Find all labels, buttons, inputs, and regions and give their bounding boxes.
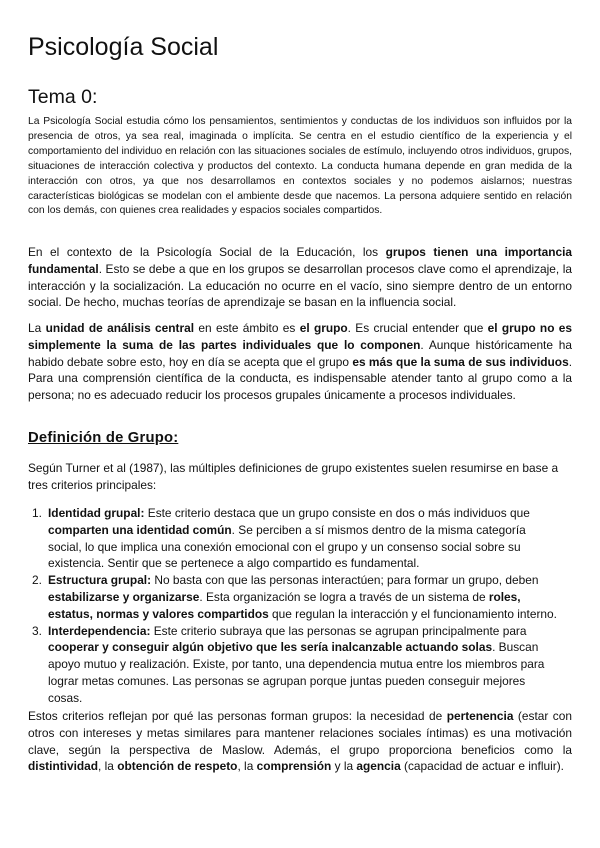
document-title: Psicología Social <box>28 33 219 61</box>
list-item: 1. Identidad grupal: Este criterio destaca que un grupo consiste en dos o más individuos que comparten una identidad común. Se perciben a sí mismos dentro de la misma categoría social, lo que implica una conexión emocional con el grupo y un consenso social sobre su existencia. Sentir que se pertenece a algo compartido es fundamental. <box>32 506 530 571</box>
paragraph-unit-of-analysis: La unidad de análisis central en este ámbito es el grupo. Es crucial entender que el grupo no es simplemente la suma de las partes individuales que lo componen. Aunque históricamente ha habido debate sobre esto, hoy en día se acepta que el grupo es más que la suma de sus individuos. Para una comprensión científica de la conducta, es indispensable atender tanto al grupo como a la persona; no es adecuado reducir los procesos grupales únicamente a procesos individuales. <box>28 321 573 403</box>
list-item: 3. Interdependencia: Este criterio subraya que las personas se agrupan principalmente para cooperar y conseguir algún objetivo que les sería inalcanzable actuando solas. Buscan apoyo mutuo y realización. Existe, por tanto, una dependencia mutua entre los miembros para lograr metas comunes. Las personas se agrupan porque juntas pueden conseguir mejores cosas. <box>32 623 545 705</box>
list-item: 2. Estructura grupal: No basta con que las personas interactúen; para formar un grupo, deben estabilizarse y organizarse. Esta organización se logra a través de un sistema de roles, estatus, normas y valores compartidos que regulan la interacción y el funcionamiento interno. <box>32 573 557 621</box>
topic-heading: Tema 0: <box>28 86 98 108</box>
paragraph-motivations: Estos criterios reflejan por qué las personas forman grupos: la necesidad de pertenencia (estar con otros con intereses y metas similares para mantener relaciones sociales íntimas) es una motivación clave, según la perspectiva de Maslow. Además, el grupo proporciona beneficios como la distintividad, la obtención de respeto, la comprensión y la agencia (capacidad de actuar e influir). <box>28 709 572 774</box>
intro-paragraph: La Psicología Social estudia cómo los pensamientos, sentimientos y conductas de los individuos son influidos por la presencia de otros, ya sea real, imaginada o implícita. Se centra en el estudio científico de la experiencia y el comportamiento del individuo en relación con las situaciones sociales de estímulo, incluyendo otros individuos, grupos, situaciones de interacción colectiva y productos del contexto. La conducta humana depende en gran medida de la interacción con otros, ya que nos desarrollamos en contextos sociales y no podemos aislarnos; nuestras características biológicas se modelan con el ambiente desde que nacemos. La persona adquiere sentido en relación con los demás, con quienes crea realidades y espacios sociales compartidos. <box>28 116 572 217</box>
paragraph-education-context: En el contexto de la Psicología Social de la Educación, los grupos tienen una importancia fundamental. Esto se debe a que en los grupos se desarrollan procesos clave como el aprendizaje, la interacción y la socialización. La educación no ocurre en el vacío, sino siempre dentro de un entorno social. De hecho, muchas teorías de aprendizaje se basan en la influencia social. <box>28 245 573 310</box>
criteria-list <box>28 505 558 707</box>
paragraph-turner: Según Turner et al (1987), las múltiples definiciones de grupo existentes suelen resumirse en base a tres criterios principales: <box>28 461 559 492</box>
section-heading-group-definition: Definición de Grupo: <box>28 430 179 446</box>
